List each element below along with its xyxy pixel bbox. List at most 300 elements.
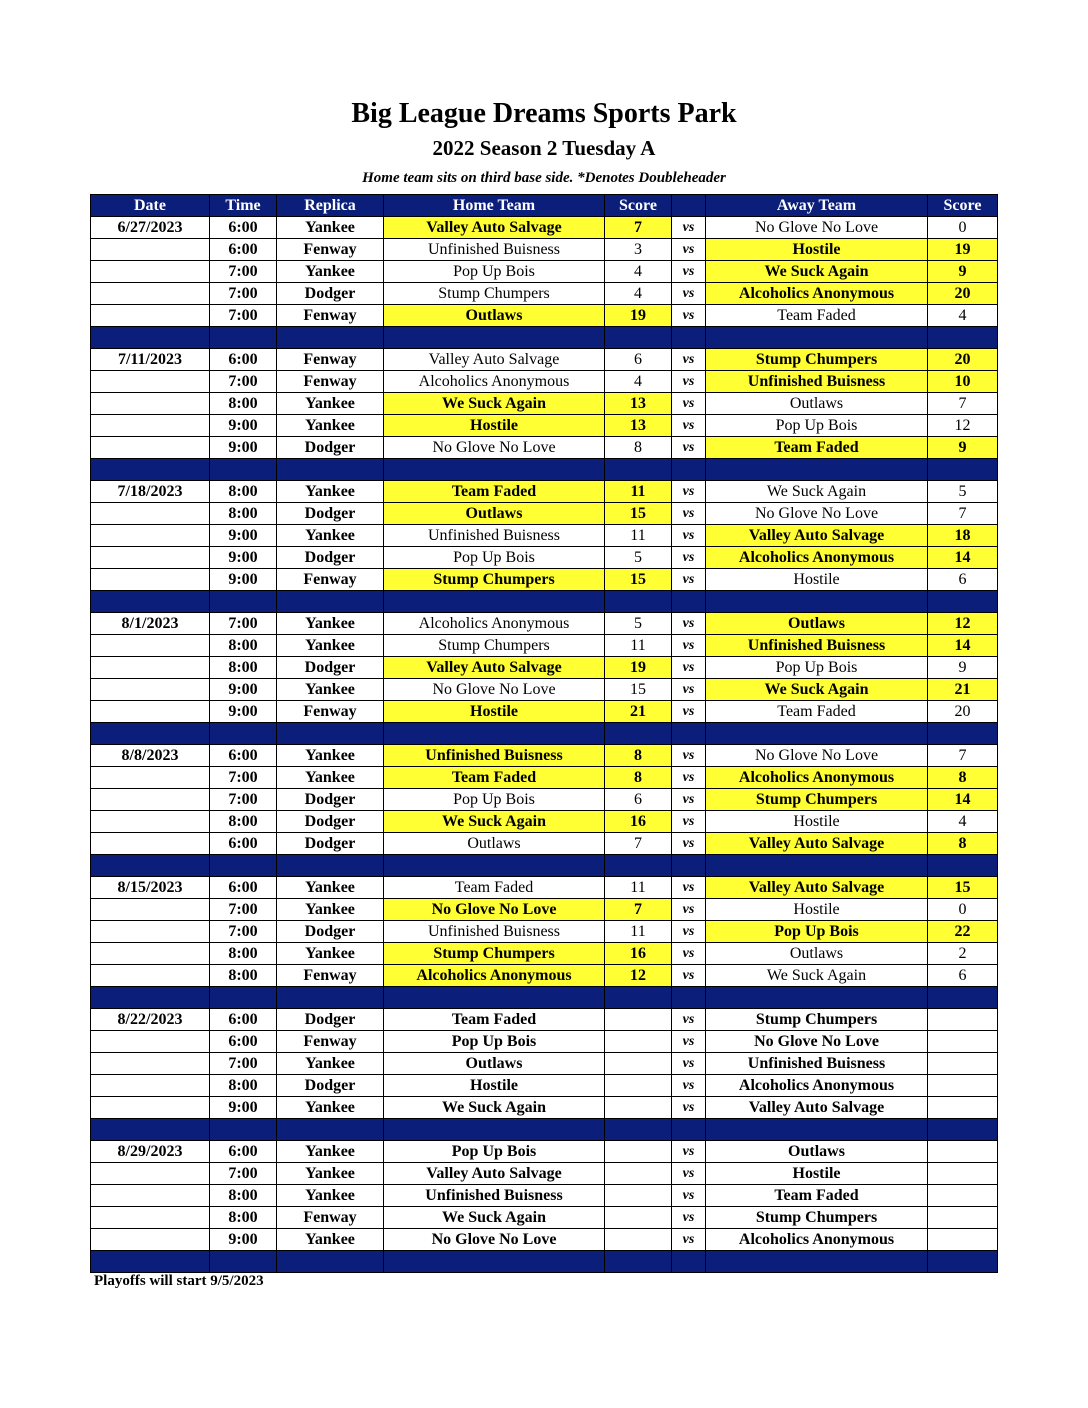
game-row — [91, 1185, 998, 1207]
home-team: Outlaws — [384, 305, 605, 327]
game-date: 7/11/2023 — [91, 349, 210, 371]
separator-cell — [605, 1251, 672, 1273]
away-score: 8 — [928, 833, 998, 855]
game-row — [91, 349, 998, 371]
home-team: Stump Chumpers — [384, 635, 605, 657]
game-row — [91, 701, 998, 723]
away-team: Valley Auto Salvage — [706, 1097, 928, 1119]
game-row — [91, 833, 998, 855]
game-date — [91, 437, 210, 459]
home-score: 21 — [605, 701, 672, 723]
home-team: Pop Up Bois — [384, 547, 605, 569]
away-score: 12 — [928, 613, 998, 635]
away-team: We Suck Again — [706, 965, 928, 987]
home-team: Team Faded — [384, 1009, 605, 1031]
vs-label: vs — [672, 679, 706, 701]
game-time: 9:00 — [210, 547, 277, 569]
away-team: Valley Auto Salvage — [706, 877, 928, 899]
home-score: 5 — [605, 613, 672, 635]
game-time: 9:00 — [210, 415, 277, 437]
away-team: Team Faded — [706, 1185, 928, 1207]
home-score — [605, 1141, 672, 1163]
vs-label: vs — [672, 393, 706, 415]
separator-cell — [91, 855, 210, 877]
game-field: Fenway — [277, 1207, 384, 1229]
game-field: Yankee — [277, 217, 384, 239]
game-field: Yankee — [277, 767, 384, 789]
home-team: Pop Up Bois — [384, 1031, 605, 1053]
game-time: 9:00 — [210, 679, 277, 701]
game-time: 7:00 — [210, 305, 277, 327]
separator-cell — [706, 723, 928, 745]
separator-cell — [706, 855, 928, 877]
home-score: 8 — [605, 767, 672, 789]
game-date: 7/18/2023 — [91, 481, 210, 503]
home-score: 11 — [605, 635, 672, 657]
home-team: Unfinished Buisness — [384, 1185, 605, 1207]
away-team: We Suck Again — [706, 261, 928, 283]
schedule-note: Home team sits on third base side. *Denotes Doubleheader — [362, 170, 726, 186]
away-score: 12 — [928, 415, 998, 437]
week-separator — [91, 327, 998, 349]
game-field: Fenway — [277, 349, 384, 371]
game-time: 6:00 — [210, 349, 277, 371]
away-score: 9 — [928, 437, 998, 459]
game-date — [91, 1053, 210, 1075]
separator-cell — [605, 855, 672, 877]
vs-label: vs — [672, 745, 706, 767]
vs-label: vs — [672, 437, 706, 459]
game-date — [91, 1207, 210, 1229]
away-team: No Glove No Love — [706, 503, 928, 525]
col-header-vs — [672, 195, 706, 217]
separator-cell — [672, 459, 706, 481]
separator-cell — [928, 1119, 998, 1141]
separator-cell — [605, 1119, 672, 1141]
home-team: Alcoholics Anonymous — [384, 613, 605, 635]
away-team: Stump Chumpers — [706, 1009, 928, 1031]
game-date — [91, 679, 210, 701]
home-team: Outlaws — [384, 1053, 605, 1075]
game-date — [91, 789, 210, 811]
away-score: 18 — [928, 525, 998, 547]
home-team: Outlaws — [384, 503, 605, 525]
separator-cell — [605, 591, 672, 613]
away-score: 20 — [928, 283, 998, 305]
away-score — [928, 1141, 998, 1163]
home-score — [605, 1031, 672, 1053]
game-date — [91, 503, 210, 525]
game-date — [91, 239, 210, 261]
game-row — [91, 547, 998, 569]
game-field: Fenway — [277, 701, 384, 723]
game-row — [91, 657, 998, 679]
home-team: Pop Up Bois — [384, 789, 605, 811]
game-time: 7:00 — [210, 767, 277, 789]
separator-cell — [210, 459, 277, 481]
away-score: 6 — [928, 965, 998, 987]
game-time: 6:00 — [210, 1141, 277, 1163]
vs-label: vs — [672, 635, 706, 657]
vs-label: vs — [672, 657, 706, 679]
separator-cell — [277, 855, 384, 877]
game-row — [91, 437, 998, 459]
vs-label: vs — [672, 1009, 706, 1031]
home-team: Stump Chumpers — [384, 943, 605, 965]
game-field: Yankee — [277, 1053, 384, 1075]
game-row — [91, 745, 998, 767]
week-separator — [91, 1119, 998, 1141]
separator-cell — [277, 459, 384, 481]
game-time: 6:00 — [210, 239, 277, 261]
home-score — [605, 1097, 672, 1119]
game-row — [91, 789, 998, 811]
home-score: 8 — [605, 437, 672, 459]
game-time: 8:00 — [210, 1207, 277, 1229]
game-field: Yankee — [277, 393, 384, 415]
separator-cell — [210, 1251, 277, 1273]
col-header-away-team: Away Team — [706, 195, 928, 217]
away-score — [928, 1185, 998, 1207]
home-team: Valley Auto Salvage — [384, 217, 605, 239]
away-score: 9 — [928, 261, 998, 283]
game-time: 6:00 — [210, 1031, 277, 1053]
separator-cell — [91, 723, 210, 745]
game-row — [91, 811, 998, 833]
game-date — [91, 525, 210, 547]
vs-label: vs — [672, 1163, 706, 1185]
home-team: Hostile — [384, 701, 605, 723]
game-date: 8/22/2023 — [91, 1009, 210, 1031]
game-row — [91, 1141, 998, 1163]
game-date: 8/15/2023 — [91, 877, 210, 899]
home-score: 15 — [605, 569, 672, 591]
game-date — [91, 899, 210, 921]
away-team: Pop Up Bois — [706, 657, 928, 679]
game-field: Yankee — [277, 1185, 384, 1207]
game-row — [91, 569, 998, 591]
game-time: 8:00 — [210, 393, 277, 415]
away-score: 7 — [928, 393, 998, 415]
home-team: Valley Auto Salvage — [384, 349, 605, 371]
separator-cell — [928, 327, 998, 349]
separator-cell — [91, 327, 210, 349]
game-date: 8/8/2023 — [91, 745, 210, 767]
home-score: 4 — [605, 283, 672, 305]
away-team: Valley Auto Salvage — [706, 525, 928, 547]
home-team: We Suck Again — [384, 1207, 605, 1229]
vs-label: vs — [672, 613, 706, 635]
game-date — [91, 1031, 210, 1053]
home-team: Stump Chumpers — [384, 569, 605, 591]
vs-label: vs — [672, 283, 706, 305]
away-score: 20 — [928, 701, 998, 723]
game-time: 8:00 — [210, 657, 277, 679]
home-team: No Glove No Love — [384, 437, 605, 459]
separator-cell — [210, 327, 277, 349]
home-team: No Glove No Love — [384, 899, 605, 921]
home-team: We Suck Again — [384, 1097, 605, 1119]
game-date — [91, 305, 210, 327]
home-score: 6 — [605, 349, 672, 371]
game-date — [91, 701, 210, 723]
game-row — [91, 1009, 998, 1031]
separator-cell — [384, 987, 605, 1009]
away-team: Hostile — [706, 239, 928, 261]
home-score: 7 — [605, 833, 672, 855]
separator-cell — [928, 855, 998, 877]
away-team: Hostile — [706, 811, 928, 833]
game-date — [91, 283, 210, 305]
page-subtitle: 2022 Season 2 Tuesday A — [432, 136, 656, 160]
separator-cell — [672, 1251, 706, 1273]
game-field: Fenway — [277, 239, 384, 261]
game-row — [91, 1207, 998, 1229]
vs-label: vs — [672, 877, 706, 899]
game-time: 7:00 — [210, 613, 277, 635]
vs-label: vs — [672, 1075, 706, 1097]
game-field: Yankee — [277, 1141, 384, 1163]
game-date — [91, 415, 210, 437]
home-team: No Glove No Love — [384, 679, 605, 701]
away-team: Hostile — [706, 1163, 928, 1185]
separator-cell — [928, 459, 998, 481]
home-team: Team Faded — [384, 877, 605, 899]
away-team: Outlaws — [706, 943, 928, 965]
home-score: 4 — [605, 371, 672, 393]
game-time: 7:00 — [210, 1163, 277, 1185]
game-time: 7:00 — [210, 371, 277, 393]
separator-cell — [672, 723, 706, 745]
game-row — [91, 1075, 998, 1097]
away-score: 14 — [928, 635, 998, 657]
separator-cell — [384, 591, 605, 613]
separator-cell — [91, 1251, 210, 1273]
away-score: 7 — [928, 745, 998, 767]
separator-cell — [672, 855, 706, 877]
separator-cell — [672, 591, 706, 613]
away-score — [928, 1229, 998, 1251]
separator-cell — [706, 327, 928, 349]
game-field: Dodger — [277, 921, 384, 943]
separator-cell — [384, 723, 605, 745]
away-score: 21 — [928, 679, 998, 701]
separator-cell — [210, 1119, 277, 1141]
week-separator — [91, 987, 998, 1009]
vs-label: vs — [672, 239, 706, 261]
week-separator — [91, 1251, 998, 1273]
home-score: 6 — [605, 789, 672, 811]
game-field: Yankee — [277, 1229, 384, 1251]
game-date: 6/27/2023 — [91, 217, 210, 239]
away-team: Alcoholics Anonymous — [706, 547, 928, 569]
game-field: Dodger — [277, 283, 384, 305]
col-header-date: Date — [91, 195, 210, 217]
game-row — [91, 877, 998, 899]
separator-cell — [91, 459, 210, 481]
away-team: Team Faded — [706, 437, 928, 459]
separator-cell — [277, 987, 384, 1009]
vs-label: vs — [672, 767, 706, 789]
separator-cell — [210, 723, 277, 745]
separator-cell — [384, 855, 605, 877]
home-team: Hostile — [384, 415, 605, 437]
away-team: Unfinished Buisness — [706, 371, 928, 393]
game-date — [91, 921, 210, 943]
away-score: 6 — [928, 569, 998, 591]
away-team: Pop Up Bois — [706, 921, 928, 943]
game-time: 6:00 — [210, 1009, 277, 1031]
away-score: 0 — [928, 217, 998, 239]
away-score — [928, 1009, 998, 1031]
home-score: 16 — [605, 943, 672, 965]
game-time: 7:00 — [210, 899, 277, 921]
playoffs-note: Playoffs will start 9/5/2023 — [94, 1273, 264, 1289]
schedule-body — [91, 217, 998, 1273]
home-score: 12 — [605, 965, 672, 987]
game-field: Yankee — [277, 943, 384, 965]
away-team: Alcoholics Anonymous — [706, 767, 928, 789]
game-row — [91, 679, 998, 701]
game-time: 8:00 — [210, 635, 277, 657]
home-score: 11 — [605, 921, 672, 943]
home-score: 13 — [605, 415, 672, 437]
game-date — [91, 569, 210, 591]
vs-label: vs — [672, 547, 706, 569]
home-team: Team Faded — [384, 767, 605, 789]
home-score: 15 — [605, 679, 672, 701]
home-team: Alcoholics Anonymous — [384, 371, 605, 393]
away-team: Pop Up Bois — [706, 415, 928, 437]
game-date — [91, 1075, 210, 1097]
away-team: No Glove No Love — [706, 217, 928, 239]
away-team: Team Faded — [706, 701, 928, 723]
game-field: Fenway — [277, 305, 384, 327]
home-score: 19 — [605, 657, 672, 679]
away-score: 7 — [928, 503, 998, 525]
game-date — [91, 811, 210, 833]
game-row — [91, 481, 998, 503]
separator-cell — [277, 327, 384, 349]
away-score: 4 — [928, 305, 998, 327]
game-date — [91, 1097, 210, 1119]
away-team: Alcoholics Anonymous — [706, 283, 928, 305]
away-team: Alcoholics Anonymous — [706, 1229, 928, 1251]
game-time: 8:00 — [210, 943, 277, 965]
away-team: Unfinished Buisness — [706, 1053, 928, 1075]
away-score: 9 — [928, 657, 998, 679]
away-score: 2 — [928, 943, 998, 965]
col-header-home-team: Home Team — [384, 195, 605, 217]
game-row — [91, 1031, 998, 1053]
game-row — [91, 1163, 998, 1185]
game-field: Fenway — [277, 569, 384, 591]
home-score: 19 — [605, 305, 672, 327]
vs-label: vs — [672, 349, 706, 371]
separator-cell — [928, 723, 998, 745]
away-score — [928, 1053, 998, 1075]
game-row — [91, 1229, 998, 1251]
home-score: 7 — [605, 899, 672, 921]
game-row — [91, 239, 998, 261]
home-team: Valley Auto Salvage — [384, 1163, 605, 1185]
game-date — [91, 833, 210, 855]
separator-cell — [706, 1251, 928, 1273]
away-score: 14 — [928, 547, 998, 569]
vs-label: vs — [672, 415, 706, 437]
away-score: 14 — [928, 789, 998, 811]
separator-cell — [928, 987, 998, 1009]
separator-cell — [277, 591, 384, 613]
game-time: 6:00 — [210, 833, 277, 855]
away-score — [928, 1097, 998, 1119]
away-team: We Suck Again — [706, 679, 928, 701]
away-score: 20 — [928, 349, 998, 371]
away-team: Stump Chumpers — [706, 349, 928, 371]
away-team: Outlaws — [706, 613, 928, 635]
away-score: 5 — [928, 481, 998, 503]
game-date — [91, 371, 210, 393]
home-score — [605, 1053, 672, 1075]
home-score: 16 — [605, 811, 672, 833]
away-score: 15 — [928, 877, 998, 899]
game-time: 6:00 — [210, 217, 277, 239]
vs-label: vs — [672, 371, 706, 393]
game-field: Dodger — [277, 789, 384, 811]
game-time: 8:00 — [210, 811, 277, 833]
separator-cell — [384, 1119, 605, 1141]
game-row — [91, 261, 998, 283]
separator-cell — [384, 327, 605, 349]
vs-label: vs — [672, 921, 706, 943]
away-team: Hostile — [706, 899, 928, 921]
away-team: We Suck Again — [706, 481, 928, 503]
game-time: 6:00 — [210, 745, 277, 767]
vs-label: vs — [672, 217, 706, 239]
home-team: Pop Up Bois — [384, 1141, 605, 1163]
game-row — [91, 943, 998, 965]
separator-cell — [277, 1251, 384, 1273]
game-field: Dodger — [277, 1075, 384, 1097]
home-team: Stump Chumpers — [384, 283, 605, 305]
separator-cell — [210, 987, 277, 1009]
game-field: Yankee — [277, 261, 384, 283]
vs-label: vs — [672, 1229, 706, 1251]
game-field: Dodger — [277, 437, 384, 459]
vs-label: vs — [672, 261, 706, 283]
separator-cell — [384, 1251, 605, 1273]
game-field: Yankee — [277, 745, 384, 767]
game-date — [91, 965, 210, 987]
separator-cell — [672, 987, 706, 1009]
vs-label: vs — [672, 1097, 706, 1119]
game-field: Yankee — [277, 679, 384, 701]
game-field: Dodger — [277, 811, 384, 833]
home-team: Hostile — [384, 1075, 605, 1097]
vs-label: vs — [672, 1207, 706, 1229]
game-date — [91, 393, 210, 415]
separator-cell — [706, 987, 928, 1009]
home-score: 11 — [605, 877, 672, 899]
separator-cell — [91, 987, 210, 1009]
vs-label: vs — [672, 305, 706, 327]
col-header-home-score: Score — [605, 195, 672, 217]
separator-cell — [91, 1119, 210, 1141]
away-score: 4 — [928, 811, 998, 833]
game-time: 8:00 — [210, 965, 277, 987]
game-field: Yankee — [277, 1097, 384, 1119]
home-team: Unfinished Buisness — [384, 239, 605, 261]
